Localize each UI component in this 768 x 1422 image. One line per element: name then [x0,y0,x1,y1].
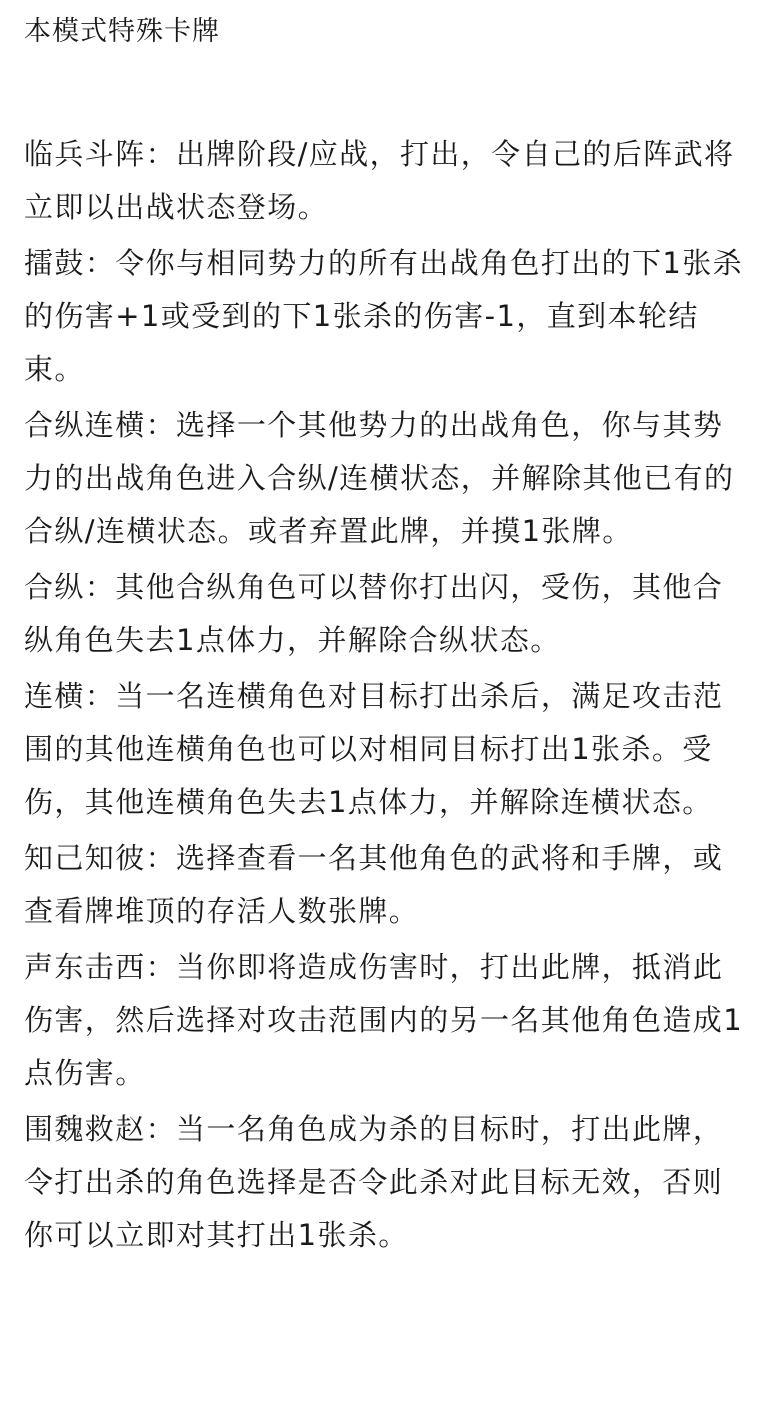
card-name: 临兵斗阵 [24,137,146,171]
card-entry-lianheng: 连横：当一名连横角色对目标打出杀后，满足攻击范围的其他连横角色也可以对相同目标打出1张杀。受伤，其他连横角色失去1点体力，并解除连横状态。 [24,679,724,819]
card-description: 当一名连横角色对目标打出杀后，满足攻击范围的其他连横角色也可以对相同目标打出1张杀。受伤，其他连横角色失去1点体力，并解除连横状态。 [24,679,724,819]
card-description: 出牌阶段/应战，打出，令自己的后阵武将立即以出战状态登场。 [24,137,735,224]
card-entry-zhijizhibi: 知己知彼：选择查看一名其他角色的武将和手牌，或查看牌堆顶的存活人数张牌。 [24,841,724,928]
card-name: 合纵连横 [24,408,146,442]
card-description: 令你与相同势力的所有出战角色打出的下1张杀的伤害+1或受到的下1张杀的伤害-1，直到本轮结束。 [24,246,744,386]
card-name: 连横 [24,679,85,713]
card-description: 当你即将造成伤害时，打出此牌，抵消此伤害，然后选择对攻击范围内的另一名其他角色造成1点伤害。 [24,950,744,1090]
card-name: 擂鼓 [24,246,85,280]
card-entry-leigu: 擂鼓：令你与相同势力的所有出战角色打出的下1张杀的伤害+1或受到的下1张杀的伤害-1，直到本轮结束。 [24,246,744,386]
card-entry-shengdongjixi: 声东击西：当你即将造成伤害时，打出此牌，抵消此伤害，然后选择对攻击范围内的另一名其他角色造成1点伤害。 [24,950,744,1090]
card-description: 当一名角色成为杀的目标时，打出此牌，令打出杀的角色选择是否令此杀对此目标无效，否则你可以立即对其打出1张杀。 [24,1112,724,1252]
card-entry-weiweijiuzhao: 围魏救赵：当一名角色成为杀的目标时，打出此牌，令打出杀的角色选择是否令此杀对此目标无效，否则你可以立即对其打出1张杀。 [24,1112,724,1252]
card-entry-hezong: 合纵：其他合纵角色可以替你打出闪，受伤，其他合纵角色失去1点体力，并解除合纵状态。 [24,570,724,657]
card-name: 合纵 [24,570,85,604]
card-description: 选择查看一名其他角色的武将和手牌，或查看牌堆顶的存活人数张牌。 [24,841,724,928]
card-description: 其他合纵角色可以替你打出闪，受伤，其他合纵角色失去1点体力，并解除合纵状态。 [24,570,724,657]
card-list [24,128,748,1265]
card-name: 知己知彼 [24,841,146,875]
card-entry-linbingdouzhen: 临兵斗阵：出牌阶段/应战，打出，令自己的后阵武将立即以出战状态登场。 [24,137,735,224]
card-name: 围魏救赵 [24,1112,146,1146]
card-name: 声东击西 [24,950,146,984]
card-description: 选择一个其他势力的出战角色，你与其势力的出战角色进入合纵/连横状态，并解除其他已有的合纵/连横状态。或者弃置此牌，并摸1张牌。 [24,408,735,548]
card-entry-hezonglianheng: 合纵连横：选择一个其他势力的出战角色，你与其势力的出战角色进入合纵/连横状态，并解除其他已有的合纵/连横状态。或者弃置此牌，并摸1张牌。 [24,408,735,548]
page-title: 本模式特殊卡牌 [24,16,220,47]
